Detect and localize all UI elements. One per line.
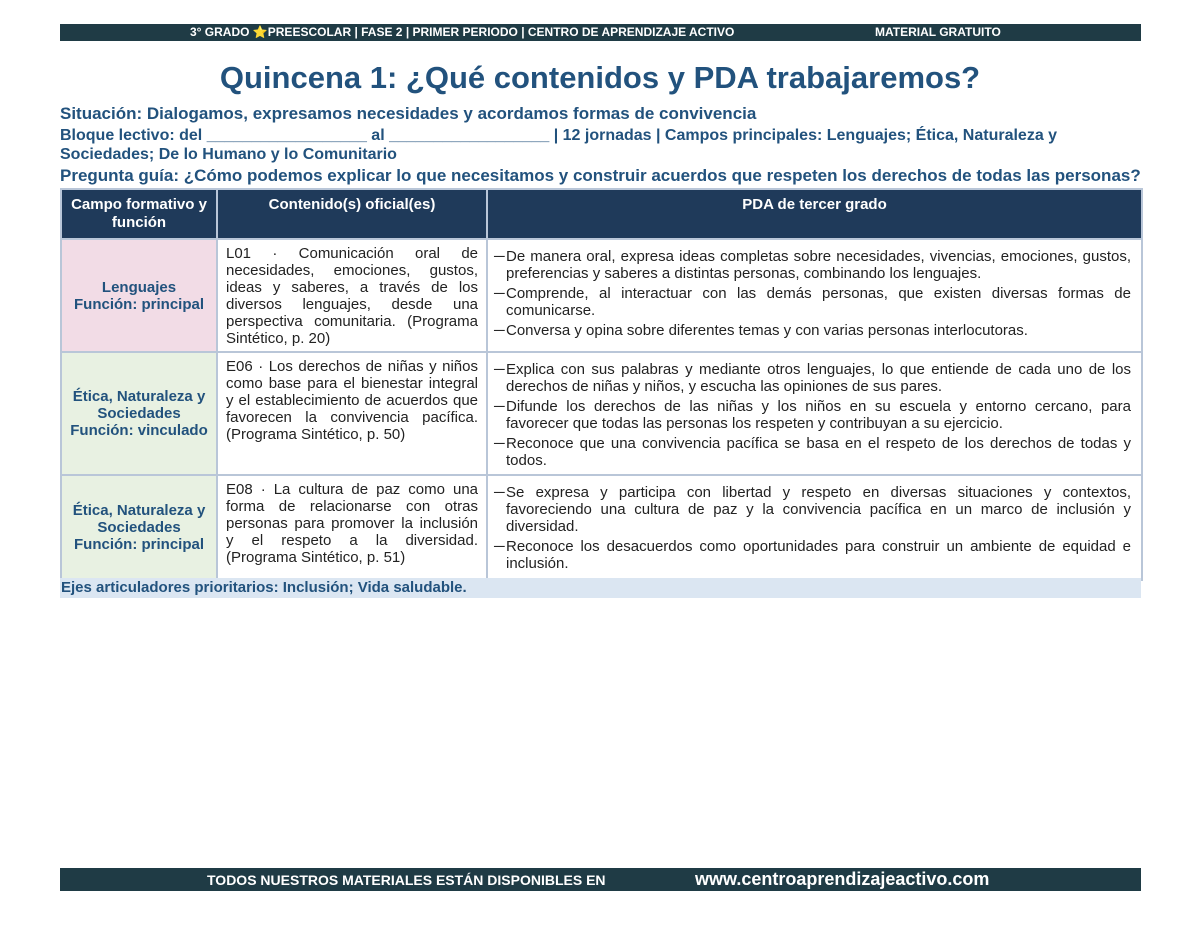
pda-item: [494, 285, 1131, 319]
header-campo: Campo formativo y función: [61, 189, 217, 239]
campo-cell: [61, 475, 217, 580]
pda-item: [494, 361, 1131, 395]
top-header-bar: [60, 24, 1141, 41]
pregunta-guia-line: Pregunta guía: ¿Cómo podemos explicar lo que necesitamos y construir acuerdos que respeten los derechos de todas las personas?: [60, 166, 1141, 185]
header-info: [190, 24, 734, 41]
dash-icon: ─: [494, 285, 505, 302]
dash-icon: ─: [494, 361, 505, 378]
pda-text: Difunde los derechos de las niñas y los niños en su escuela y entorno cercano, para favorecer que todas las personas los respeten y contribuyan a su ejercicio.: [506, 398, 1131, 432]
pda-list: [494, 484, 1131, 572]
table-row: [61, 239, 1142, 352]
bloque-lectivo-line: Bloque lectivo: del __________________ al __________________ | 12 jornadas | Campos principales: Lenguajes; Ética, Naturaleza y Sociedades; De lo Humano y lo Comunitario: [60, 127, 1058, 163]
campo-funcion: Función: principal: [74, 295, 204, 313]
footer-text: TODOS NUESTROS MATERIALES ESTÁN DISPONIBLES EN: [207, 872, 606, 888]
pda-cell: [487, 239, 1142, 352]
star-icon: ⭐: [252, 25, 268, 39]
campo-cell: [61, 239, 217, 352]
pda-text: Se expresa y participa con libertad y respeto en diversas situaciones y contextos, favoreciendo una cultura de paz y la convivencia pacífica en un marco de inclusión y diversidad.: [506, 484, 1131, 535]
contenido-cell: E08 · La cultura de paz como una forma de relacionarse con otras personas para promover la inclusión y el respeto a la diversidad. (Programa Sintético, p. 51): [217, 475, 487, 580]
campo-name: Ética, Naturaleza y Sociedades: [72, 502, 206, 536]
pda-list: [494, 361, 1131, 469]
dash-icon: ─: [494, 484, 505, 501]
footer-url-link[interactable]: www.centroaprendizajeactivo.com: [695, 869, 990, 889]
footer-bar: [60, 868, 1141, 891]
situacion-line: Situación: Dialogamos, expresamos necesidades y acordamos formas de convivencia: [60, 104, 757, 123]
dash-icon: ─: [494, 398, 505, 415]
pda-item: [494, 538, 1131, 572]
dash-icon: ─: [494, 322, 505, 339]
campo-funcion: Función: vinculado: [70, 422, 208, 439]
dash-icon: ─: [494, 435, 505, 452]
pda-item: [494, 484, 1131, 535]
pda-item: [494, 248, 1131, 282]
pda-table: [60, 188, 1143, 581]
ejes-articuladores: Ejes articuladores prioritarios: Inclusión; Vida saludable.: [60, 578, 1141, 598]
pda-item: [494, 435, 1131, 469]
campo-name: Lenguajes: [101, 278, 177, 296]
table-row: [61, 352, 1142, 475]
dash-icon: ─: [494, 538, 505, 555]
dash-icon: ─: [494, 248, 505, 265]
campo-funcion: Función: principal: [74, 536, 204, 553]
table-row: [61, 475, 1142, 580]
header-grade: 3° GRADO: [190, 25, 253, 39]
pda-text: Explica con sus palabras y mediante otros lenguajes, lo que entiende de cada uno de los derechos de niñas y niños, y escucha las opiniones de sus pares.: [506, 361, 1131, 395]
pda-item: [494, 398, 1131, 432]
header-contenido: Contenido(s) oficial(es): [217, 189, 487, 239]
pda-text: Conversa y opina sobre diferentes temas y con varias personas interlocutoras.: [506, 322, 1028, 339]
pda-item: [494, 322, 1131, 339]
pda-text: De manera oral, expresa ideas completas sobre necesidades, vivencias, emociones, gustos, preferencias y saberes a distintas personas, combinando los lenguajes.: [506, 248, 1131, 282]
contenido-cell: L01 · Comunicación oral de necesidades, emociones, gustos, ideas y saberes, a través de los diversos lenguajes, desde una perspectiva comunitaria. (Programa Sintético, p. 20): [217, 239, 487, 352]
pda-cell: [487, 475, 1142, 580]
table-header-row: [61, 189, 1142, 239]
campo-name: Ética, Naturaleza y Sociedades: [72, 388, 206, 422]
pda-cell: [487, 352, 1142, 475]
pda-list: [494, 248, 1131, 339]
header-pda: PDA de tercer grado: [487, 189, 1142, 239]
header-free-material: MATERIAL GRATUITO: [875, 25, 1001, 39]
header-phase: PREESCOLAR | FASE 2 | PRIMER PERIODO | CENTRO DE APRENDIZAJE ACTIVO: [267, 25, 735, 39]
pda-text: Reconoce que una convivencia pacífica se basa en el respeto de los derechos de todas y todos.: [506, 435, 1131, 469]
campo-cell: [61, 352, 217, 475]
contenido-cell: E06 · Los derechos de niñas y niños como base para el bienestar integral y el establecimiento de acuerdos que favorecen la convivencia pacífica. (Programa Sintético, p. 50): [217, 352, 487, 475]
pda-text: Reconoce los desacuerdos como oportunidades para construir un ambiente de equidad e inclusión.: [506, 538, 1131, 572]
page-title: Quincena 1: ¿Qué contenidos y PDA trabajaremos?: [219, 60, 981, 95]
pda-text: Comprende, al interactuar con las demás personas, que existen diversas formas de comunicarse.: [506, 285, 1131, 319]
